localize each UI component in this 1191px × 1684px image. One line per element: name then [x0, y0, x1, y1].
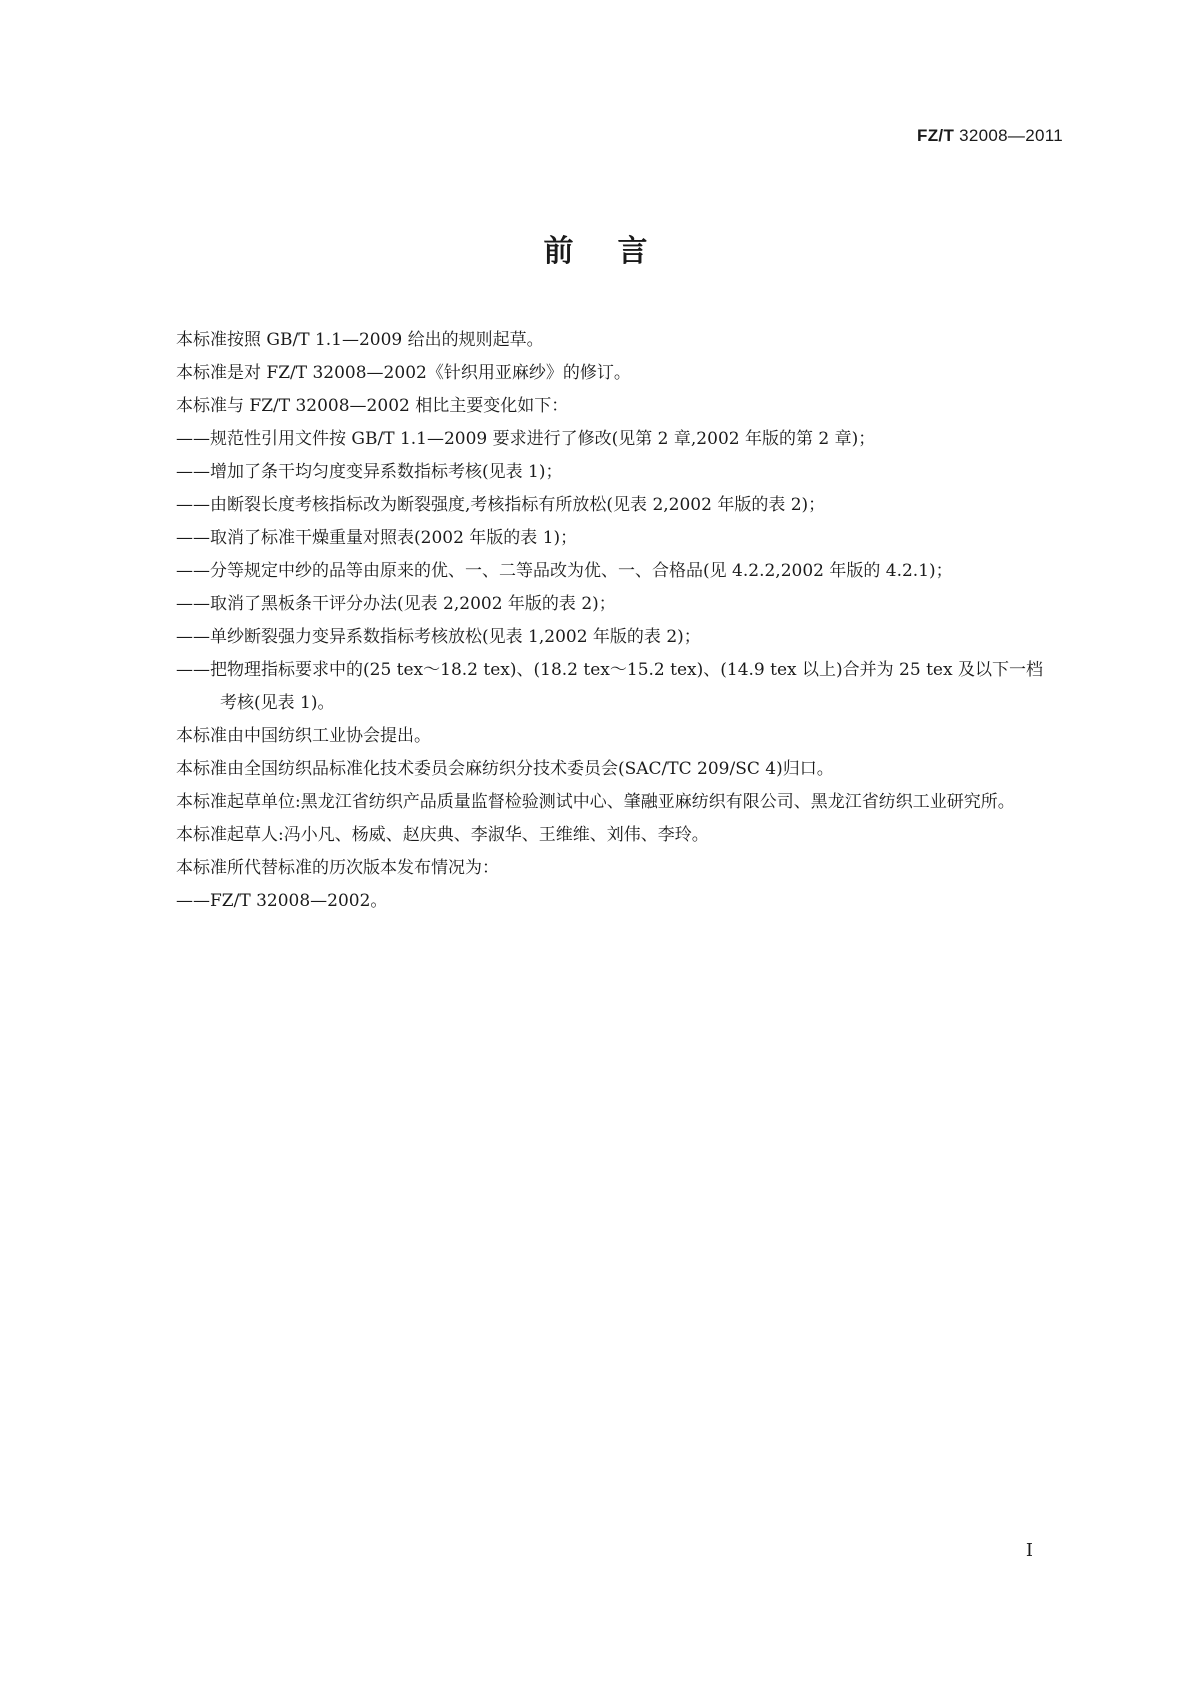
- change-item: [132, 555, 1058, 588]
- paragraph-drafting-units: 本标准起草单位:黑龙江省纺织产品质量监督检验测试中心、肇融亚麻纺织有限公司、黑龙江省纺织工业研究所。: [176, 792, 1015, 812]
- change-item: [132, 423, 1058, 456]
- paragraph-history-intro: 本标准所代替标准的历次版本发布情况为：: [176, 858, 499, 878]
- history-item: [132, 885, 1058, 918]
- standard-code-number: 32008—2011: [959, 126, 1063, 145]
- history-item-text: ——FZ/T 32008—2002。: [176, 891, 388, 911]
- change-item-text: ——取消了标准干燥重量对照表(2002 年版的表 1)；: [176, 528, 578, 548]
- paragraph-revision-of: 本标准是对 FZ/T 32008—2002《针织用亚麻纱》的修订。: [176, 363, 631, 383]
- page-title: 前言: [543, 234, 692, 269]
- change-item-text: ——增加了条干均匀度变异系数指标考核(见表 1)；: [176, 462, 563, 482]
- change-item-text: ——由断裂长度考核指标改为断裂强度,考核指标有所放松(见表 2,2002 年版的表 2)；: [176, 495, 826, 515]
- change-item: [132, 489, 1058, 522]
- paragraph-main-changes-intro: 本标准与 FZ/T 32008—2002 相比主要变化如下：: [176, 396, 569, 416]
- change-item-text: ——取消了黑板条干评分办法(见表 2,2002 年版的表 2)；: [176, 594, 616, 614]
- change-item: [132, 588, 1058, 621]
- paragraph-proposed-by: 本标准由中国纺织工业协会提出。: [176, 726, 431, 746]
- paragraph-drafting-rules: 本标准按照 GB/T 1.1—2009 给出的规则起草。: [176, 330, 544, 350]
- change-item: [132, 522, 1058, 555]
- change-item: [132, 654, 1058, 720]
- change-item-text: ——分等规定中纱的品等由原来的优、一、二等品改为优、一、合格品(见 4.2.2,2002 年版的 4.2.1)；: [176, 561, 953, 581]
- change-item-text: ——单纱断裂强力变异系数指标考核放松(见表 1,2002 年版的表 2)；: [176, 627, 701, 647]
- change-item-text: ——把物理指标要求中的(25 tex～18.2 tex)、(18.2 tex～15.2 tex)、(14.9 tex 以上)合并为 25 tex 及以下一档考核(见表 1)。: [176, 660, 1043, 713]
- paragraph-drafters: 本标准起草人:冯小凡、杨威、赵庆典、李淑华、王维维、刘伟、李玲。: [176, 825, 709, 845]
- standard-code-prefix: FZ/T: [917, 126, 955, 145]
- change-item: [132, 456, 1058, 489]
- paragraph-administered-by: 本标准由全国纺织品标准化技术委员会麻纺织分技术委员会(SAC/TC 209/SC 4)归口。: [176, 759, 834, 779]
- change-item-text: ——规范性引用文件按 GB/T 1.1—2009 要求进行了修改(见第 2 章,2002 年版的第 2 章)；: [176, 429, 876, 449]
- foreword-body: [132, 324, 1058, 918]
- page-number: I: [1025, 1540, 1033, 1561]
- change-item: [132, 621, 1058, 654]
- standard-code: [917, 126, 1063, 146]
